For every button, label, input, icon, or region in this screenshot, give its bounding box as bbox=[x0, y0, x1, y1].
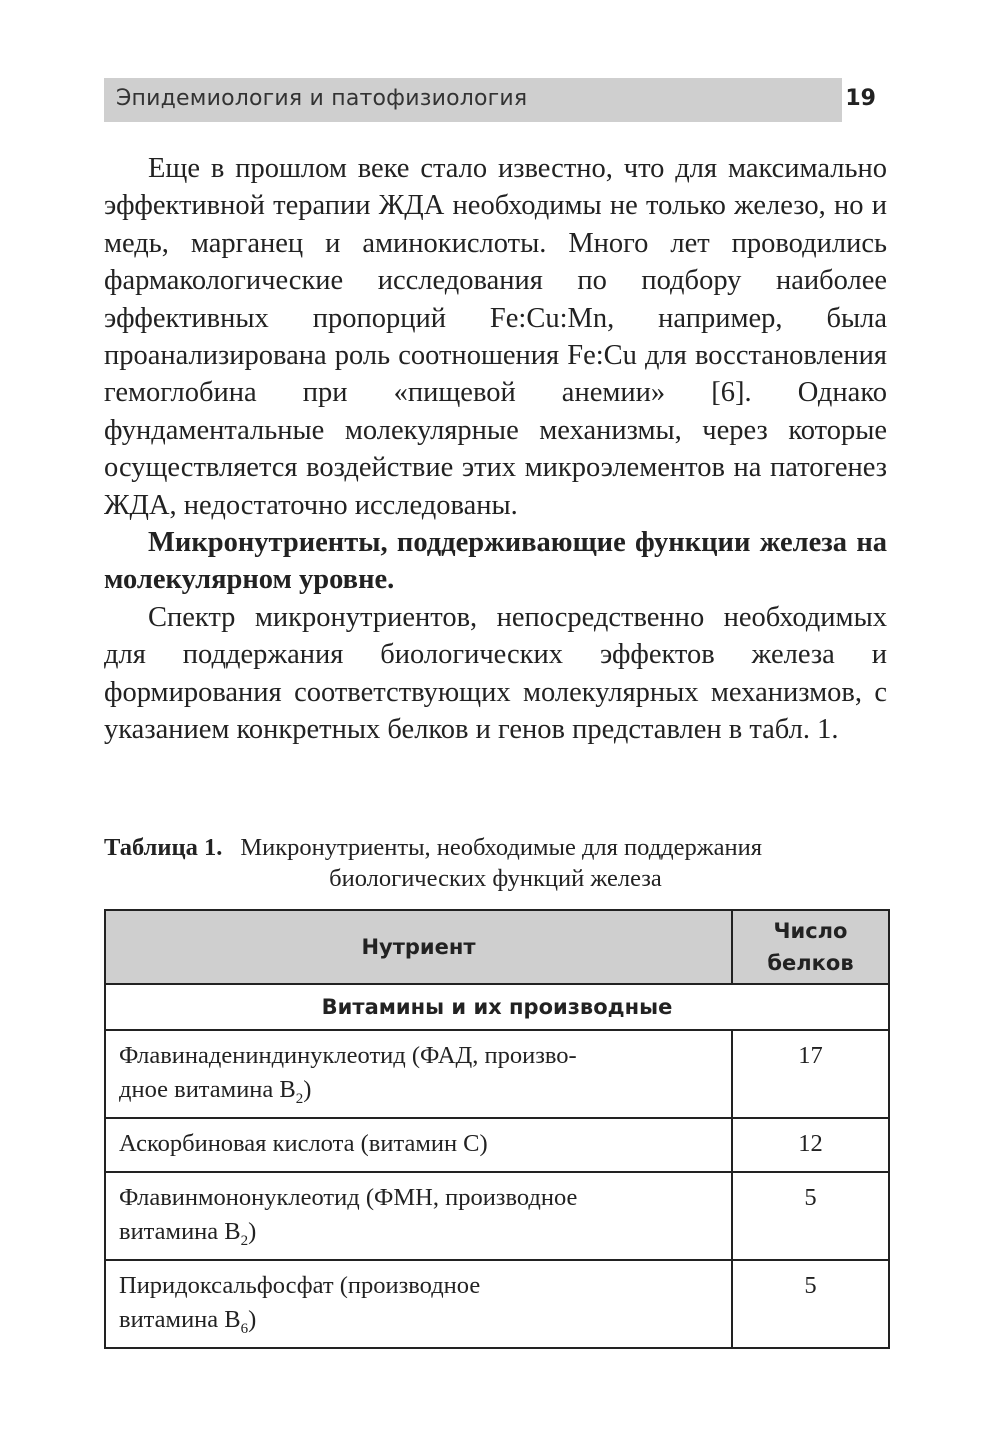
table-row bbox=[105, 1118, 889, 1172]
nutrient-name-line: витамина $B_2$) bbox=[119, 1218, 257, 1249]
nutrient-name-cell bbox=[105, 1118, 732, 1172]
table-caption-label: Таблица 1. bbox=[104, 834, 223, 861]
table-caption bbox=[104, 832, 887, 894]
table-caption-text: Микронутриенты, необходимые для поддержания bbox=[240, 834, 763, 861]
header-bar bbox=[104, 78, 842, 122]
column-header-nutrient: Нутриент bbox=[105, 910, 732, 984]
nutrient-name-line: Аскорбиновая кислота (витамин С) bbox=[119, 1130, 488, 1157]
column-header-protein-count-line1: Число bbox=[773, 919, 848, 943]
protein-count-cell: 5 bbox=[732, 1260, 889, 1348]
protein-count-cell: 12 bbox=[732, 1118, 889, 1172]
column-header-protein-count bbox=[732, 910, 889, 984]
nutrient-name-line: Пиридоксальфосфат (производное bbox=[119, 1272, 481, 1299]
column-header-protein-count-line2: белков bbox=[767, 951, 854, 975]
running-header bbox=[104, 78, 890, 122]
header-title: Эпидемиология и патофизиология bbox=[116, 86, 528, 111]
protein-count-cell: 17 bbox=[732, 1030, 889, 1118]
intro-paragraph: Еще в прошлом веке стало известно, что для максимально эффективной терапии ЖДА необходимы не только железо, но и медь, марганец и аминокислоты. Много лет проводились фармакологические исследования по подбору наиболее эффективных пропорций Fe:Cu:Mn, например, была проанализирована роль соотношения Fe:Cu для восстановления гемоглобина при «пищевой анемии» [6]. Однако фундаментальные молекулярные механизмы, через которые осуществляется воздействие этих микроэлементов на патогенез ЖДА, недостаточно исследованы. bbox=[104, 153, 887, 521]
nutrients-table bbox=[104, 909, 890, 1349]
nutrient-name-line: Флавинмононуклеотид (ФМН, производное bbox=[119, 1184, 578, 1211]
table-group-row bbox=[105, 984, 889, 1030]
nutrient-name-cell bbox=[105, 1030, 732, 1118]
table-row bbox=[105, 1030, 889, 1118]
body-text bbox=[104, 150, 887, 749]
page-number: 19 bbox=[845, 86, 876, 111]
section-paragraph: Спектр микронутриентов, непосредственно необходимых для поддержания биологических эффектов железа и формирования соответствующих молекулярных механизмов, с указанием конкретных белков и генов представлен в табл. 1. bbox=[104, 601, 887, 746]
nutrient-name-cell bbox=[105, 1172, 732, 1260]
table-row bbox=[105, 1172, 889, 1260]
table-header-row bbox=[105, 910, 889, 984]
nutrient-name-cell bbox=[105, 1260, 732, 1348]
section-heading: Микронутриенты, поддерживающие функции железа на молекулярном уровне. bbox=[104, 527, 887, 596]
group-title: Витамины и их производные bbox=[105, 984, 889, 1030]
protein-count-cell: 5 bbox=[732, 1172, 889, 1260]
table-row bbox=[105, 1260, 889, 1348]
nutrient-name-line: Флавинадениндинуклеотид (ФАД, произво- bbox=[119, 1042, 577, 1069]
nutrient-name-line: витамина $B_6$) bbox=[119, 1306, 257, 1337]
nutrient-name-line: дное витамина $B_2$) bbox=[119, 1076, 312, 1107]
table-caption-text-line2: биологических функций железа bbox=[329, 865, 662, 892]
